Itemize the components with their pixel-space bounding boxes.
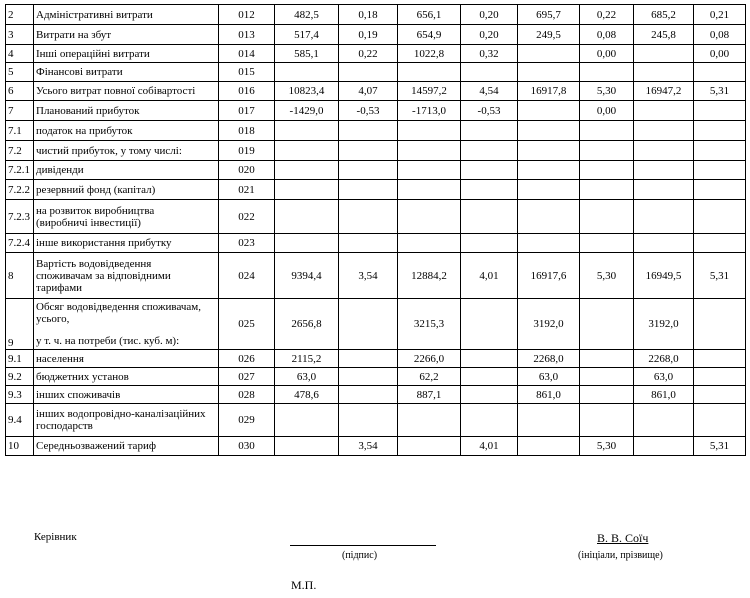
value-cell: 10823,4 [275, 82, 339, 101]
value-cell: 3,54 [339, 437, 398, 456]
table-row [6, 161, 746, 180]
table-row [6, 180, 746, 200]
table-row [6, 63, 746, 82]
value-cell [275, 121, 339, 141]
value-cell [634, 234, 694, 253]
value-cell [580, 386, 634, 404]
row-name [34, 121, 219, 141]
row-code: 013 [219, 25, 275, 45]
value-cell [694, 161, 746, 180]
value-cell [694, 386, 746, 404]
value-cell [339, 63, 398, 82]
value-cell: 5,30 [580, 253, 634, 299]
value-cell: 5,31 [694, 82, 746, 101]
row-name-line: Середньозважений тариф [36, 440, 156, 452]
value-cell [461, 368, 518, 386]
value-cell [398, 180, 461, 200]
value-cell [339, 368, 398, 386]
value-cell [694, 180, 746, 200]
row-code: 029 [219, 404, 275, 437]
row-name [34, 437, 219, 456]
value-cell: 0,08 [694, 25, 746, 45]
value-cell: 0,20 [461, 5, 518, 25]
value-cell: 0,19 [339, 25, 398, 45]
value-cell: 2268,0 [518, 350, 580, 368]
value-cell: 0,18 [339, 5, 398, 25]
row-number: 9.2 [6, 368, 34, 386]
row-name [34, 161, 219, 180]
value-cell: 0,00 [580, 101, 634, 121]
value-cell: 685,2 [634, 5, 694, 25]
value-cell [694, 299, 746, 350]
value-cell [580, 161, 634, 180]
value-cell [339, 141, 398, 161]
table-row [6, 368, 746, 386]
value-cell [461, 121, 518, 141]
row-name-line: тарифами [36, 281, 83, 294]
row-name [34, 404, 219, 437]
row-name-line: Усього витрат повної собівартості [36, 85, 196, 97]
row-name [34, 234, 219, 253]
value-cell [634, 63, 694, 82]
row-code: 014 [219, 45, 275, 63]
value-cell [580, 404, 634, 437]
signer-name: В. В. Соїч [597, 531, 649, 545]
row-code: 023 [219, 234, 275, 253]
table-row [6, 45, 746, 63]
value-cell [275, 161, 339, 180]
value-cell [580, 200, 634, 234]
signature-caption: (підпис) [342, 550, 378, 561]
value-cell [694, 63, 746, 82]
row-name-line: Витрати на збут [36, 28, 112, 41]
value-cell [398, 141, 461, 161]
value-cell [398, 161, 461, 180]
value-cell [398, 234, 461, 253]
value-cell: 0,00 [580, 45, 634, 63]
row-name [34, 45, 219, 63]
row-code: 021 [219, 180, 275, 200]
row-name-line: на розвиток виробництва [36, 204, 155, 217]
value-cell [518, 180, 580, 200]
row-code: 020 [219, 161, 275, 180]
value-cell: 16947,2 [634, 82, 694, 101]
value-cell: 249,5 [518, 25, 580, 45]
value-cell [461, 299, 518, 350]
value-cell [694, 368, 746, 386]
value-cell: 2266,0 [398, 350, 461, 368]
value-cell [398, 200, 461, 234]
value-cell [275, 63, 339, 82]
row-name-line: Планований прибуток [36, 104, 140, 117]
value-cell: 5,31 [694, 437, 746, 456]
value-cell: 4,54 [461, 82, 518, 101]
row-code: 030 [219, 437, 275, 456]
value-cell [518, 200, 580, 234]
value-cell: 478,6 [275, 386, 339, 404]
value-cell [461, 180, 518, 200]
row-name-line: інших водопровідно-каналізаційних [36, 408, 206, 420]
value-cell [634, 161, 694, 180]
value-cell: 0,22 [580, 5, 634, 25]
row-number: 7.1 [6, 121, 34, 141]
value-cell [339, 299, 398, 350]
value-cell [461, 234, 518, 253]
row-number: 4 [6, 45, 34, 63]
value-cell: 9394,4 [275, 253, 339, 299]
row-name [34, 200, 219, 234]
value-cell: 63,0 [634, 368, 694, 386]
value-cell [580, 121, 634, 141]
name-caption: (ініціали, прізвище) [578, 550, 663, 561]
value-cell: 0,08 [580, 25, 634, 45]
row-name-line: споживачам за відповідними [36, 269, 171, 282]
row-name-line: дивіденди [36, 164, 84, 176]
value-cell [461, 386, 518, 404]
row-number: 7.2.1 [6, 161, 34, 180]
row-code: 026 [219, 350, 275, 368]
row-number: 5 [6, 63, 34, 82]
value-cell [398, 63, 461, 82]
value-cell: 16917,6 [518, 253, 580, 299]
value-cell [694, 404, 746, 437]
value-cell: 5,30 [580, 82, 634, 101]
row-code: 025 [219, 299, 275, 350]
value-cell [580, 350, 634, 368]
signature-line [290, 545, 436, 546]
row-name [34, 63, 219, 82]
value-cell: 517,4 [275, 25, 339, 45]
value-cell: 482,5 [275, 5, 339, 25]
value-cell [339, 121, 398, 141]
row-name-line: населення [36, 352, 84, 365]
row-name-line: резервний фонд (капітал) [36, 183, 156, 196]
row-number: 7.2.4 [6, 234, 34, 253]
value-cell [275, 234, 339, 253]
value-cell [518, 437, 580, 456]
value-cell [275, 200, 339, 234]
row-number: 10 [6, 437, 34, 456]
value-cell: 861,0 [634, 386, 694, 404]
row-number: 7.2.2 [6, 180, 34, 200]
row-code: 024 [219, 253, 275, 299]
value-cell: 4,01 [461, 437, 518, 456]
row-name [34, 5, 219, 25]
value-cell [518, 141, 580, 161]
value-cell [275, 437, 339, 456]
row-number: 9.3 [6, 386, 34, 404]
value-cell [634, 45, 694, 63]
row-name-line: Вартість водовідведення [36, 257, 152, 270]
value-cell [339, 180, 398, 200]
value-cell [461, 200, 518, 234]
value-cell: 1022,8 [398, 45, 461, 63]
value-cell [580, 141, 634, 161]
row-name [34, 82, 219, 101]
head-label: Керівник [34, 531, 77, 543]
value-cell [398, 121, 461, 141]
value-cell: 656,1 [398, 5, 461, 25]
value-cell: 3215,3 [398, 299, 461, 350]
row-name-line: податок на прибуток [36, 124, 133, 137]
table-body [6, 5, 746, 456]
value-cell: 887,1 [398, 386, 461, 404]
row-code: 022 [219, 200, 275, 234]
value-cell: 2656,8 [275, 299, 339, 350]
row-name [34, 299, 219, 350]
table-row [6, 299, 746, 350]
value-cell [580, 234, 634, 253]
value-cell [339, 200, 398, 234]
value-cell [461, 350, 518, 368]
row-name-line: усього, [36, 313, 70, 325]
value-cell [275, 180, 339, 200]
value-cell [634, 200, 694, 234]
value-cell: -1713,0 [398, 101, 461, 121]
table-row [6, 404, 746, 437]
table-row [6, 386, 746, 404]
table-row [6, 437, 746, 456]
value-cell [580, 299, 634, 350]
value-cell [275, 141, 339, 161]
value-cell: 16949,5 [634, 253, 694, 299]
row-number: 9 [6, 299, 34, 350]
value-cell [634, 101, 694, 121]
row-code: 015 [219, 63, 275, 82]
value-cell [339, 386, 398, 404]
value-cell [694, 101, 746, 121]
value-cell [461, 161, 518, 180]
value-cell: -1429,0 [275, 101, 339, 121]
row-name-line: Адміністративні витрати [36, 8, 153, 21]
value-cell [694, 141, 746, 161]
value-cell: 14597,2 [398, 82, 461, 101]
table-row [6, 350, 746, 368]
table-row [6, 253, 746, 299]
value-cell [339, 161, 398, 180]
row-code: 018 [219, 121, 275, 141]
table-row [6, 101, 746, 121]
value-cell [339, 234, 398, 253]
row-code: 027 [219, 368, 275, 386]
value-cell: 16917,8 [518, 82, 580, 101]
value-cell [518, 161, 580, 180]
row-code: 028 [219, 386, 275, 404]
row-name-line: Фінансові витрати [36, 66, 123, 78]
table-row [6, 25, 746, 45]
value-cell: 245,8 [634, 25, 694, 45]
row-number: 7 [6, 101, 34, 121]
row-number: 2 [6, 5, 34, 25]
value-cell [580, 368, 634, 386]
value-cell: 695,7 [518, 5, 580, 25]
value-cell [518, 404, 580, 437]
value-cell: 62,2 [398, 368, 461, 386]
value-cell: 4,07 [339, 82, 398, 101]
value-cell: 0,20 [461, 25, 518, 45]
row-name-line: бюджетних установ [36, 370, 129, 383]
value-cell: 3,54 [339, 253, 398, 299]
value-cell: 0,21 [694, 5, 746, 25]
value-cell [518, 121, 580, 141]
value-cell: 63,0 [275, 368, 339, 386]
value-cell [518, 101, 580, 121]
row-name [34, 25, 219, 45]
row-code: 017 [219, 101, 275, 121]
value-cell [580, 63, 634, 82]
value-cell [461, 141, 518, 161]
row-name-line: інше використання прибутку [36, 237, 172, 249]
row-name-line: (виробничі інвестиції) [36, 216, 141, 229]
value-cell [694, 121, 746, 141]
value-cell [518, 234, 580, 253]
value-cell [634, 404, 694, 437]
value-cell [518, 45, 580, 63]
value-cell [518, 63, 580, 82]
row-name [34, 101, 219, 121]
value-cell [694, 234, 746, 253]
value-cell: 0,22 [339, 45, 398, 63]
value-cell: 3192,0 [634, 299, 694, 350]
value-cell [461, 404, 518, 437]
value-cell: 12884,2 [398, 253, 461, 299]
value-cell [580, 180, 634, 200]
value-cell [461, 63, 518, 82]
table-row [6, 121, 746, 141]
row-name [34, 368, 219, 386]
value-cell [275, 404, 339, 437]
value-cell [694, 200, 746, 234]
value-cell: 585,1 [275, 45, 339, 63]
row-name-line: Інші операційні витрати [36, 47, 150, 60]
row-name-line: інших споживачів [36, 388, 121, 401]
row-number: 9.1 [6, 350, 34, 368]
value-cell: 861,0 [518, 386, 580, 404]
row-name-line: у т. ч. на потреби (тис. куб. м): [36, 335, 180, 347]
value-cell: -0,53 [461, 101, 518, 121]
row-code: 019 [219, 141, 275, 161]
row-name [34, 386, 219, 404]
row-code: 016 [219, 82, 275, 101]
row-number: 3 [6, 25, 34, 45]
value-cell: 5,30 [580, 437, 634, 456]
value-cell [634, 141, 694, 161]
row-name-line: Обсяг водовідведення споживачам, [36, 301, 202, 313]
value-cell [339, 350, 398, 368]
value-cell: 0,32 [461, 45, 518, 63]
value-cell [398, 437, 461, 456]
value-cell [398, 404, 461, 437]
table-row [6, 141, 746, 161]
value-cell: -0,53 [339, 101, 398, 121]
row-name-line: господарств [36, 420, 93, 432]
table-row [6, 5, 746, 25]
value-cell [339, 404, 398, 437]
value-cell: 2115,2 [275, 350, 339, 368]
value-cell: 3192,0 [518, 299, 580, 350]
value-cell: 0,00 [694, 45, 746, 63]
value-cell [634, 121, 694, 141]
row-number: 8 [6, 253, 34, 299]
stamp-label: М.П. [291, 578, 317, 592]
row-name [34, 180, 219, 200]
value-cell: 2268,0 [634, 350, 694, 368]
value-cell: 654,9 [398, 25, 461, 45]
row-number: 6 [6, 82, 34, 101]
table-row [6, 234, 746, 253]
value-cell: 4,01 [461, 253, 518, 299]
table-row [6, 200, 746, 234]
value-cell [634, 437, 694, 456]
row-name [34, 350, 219, 368]
row-name [34, 141, 219, 161]
table-row [6, 82, 746, 101]
row-name-line: чистий прибуток, у тому числі: [36, 144, 182, 157]
value-cell [694, 350, 746, 368]
row-number: 7.2 [6, 141, 34, 161]
value-cell [634, 180, 694, 200]
cost-table [5, 4, 746, 456]
row-name [34, 253, 219, 299]
value-cell: 63,0 [518, 368, 580, 386]
row-number: 9.4 [6, 404, 34, 437]
row-number: 7.2.3 [6, 200, 34, 234]
row-code: 012 [219, 5, 275, 25]
value-cell: 5,31 [694, 253, 746, 299]
